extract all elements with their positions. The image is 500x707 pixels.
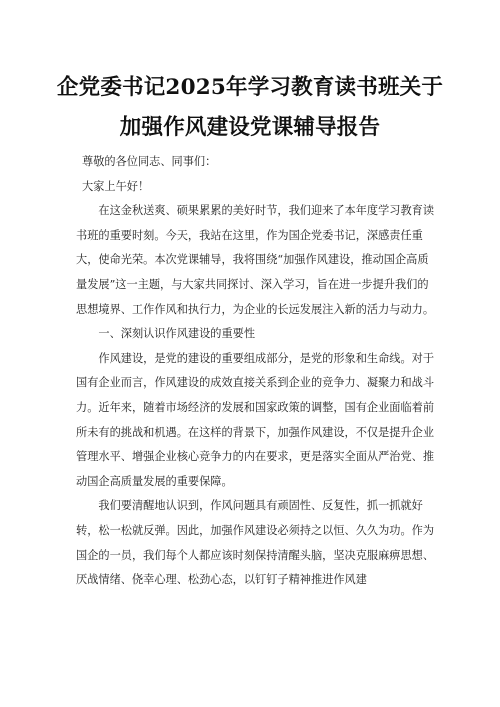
section-heading-1: 一、深刻认识作风建设的重要性 — [98, 327, 256, 341]
document-body — [76, 150, 436, 593]
title-line-1: 企党委书记2025年学习教育读书班关于 — [56, 75, 444, 100]
salutation: 尊敬的各位同志、同事们： — [82, 155, 217, 168]
greeting: 大家上午好！ — [82, 179, 150, 193]
paragraph-awareness: 我们要清醒地认识到，作风问题具有顽固性、反复性，抓一抓就好转，松一松就反弹。因此，加强作风建设必须持之以恒、久久为功。作为国企的一员，我们每个人都应该时刻保持清醒头脑，坚决克服麻痹思想、厌战情绪、侥幸心理、松劲心态，以钉钉子精神推进作风建 — [76, 499, 435, 587]
paragraph-importance: 作风建设，是党的建设的重要组成部分，是党的形象和生命线。对于国有企业而言，作风建设的成效直接关系到企业的竞争力、凝聚力和战斗力。近年来，随着市场经济的发展和国家政策的调整，国有企业面临着前所未有的挑战和机遇。在这样的背景下，加强作风建设，不仅是提升企业管理水平、增强企业核心竞争力的内在要求，更是落实全面从严治党、推动国企高质量发展的重要保障。 — [76, 351, 435, 488]
paragraph-intro: 在这金秋送爽、硕果累累的美好时节，我们迎来了本年度学习教育读书班的重要时刻。今天，我站在这里，作为国企党委书记，深感责任重大，使命光荣。本次党课辅导，我将围绕“加强作风建设，推动国企高质量发展”这一主题，与大家共同探讨、深入学习，旨在进一步提升我们的思想境界、工作作风和执行力，为企业的长远发展注入新的活力与动力。 — [76, 204, 435, 316]
title-line-2: 加强作风建设党课辅导报告 — [119, 115, 381, 140]
